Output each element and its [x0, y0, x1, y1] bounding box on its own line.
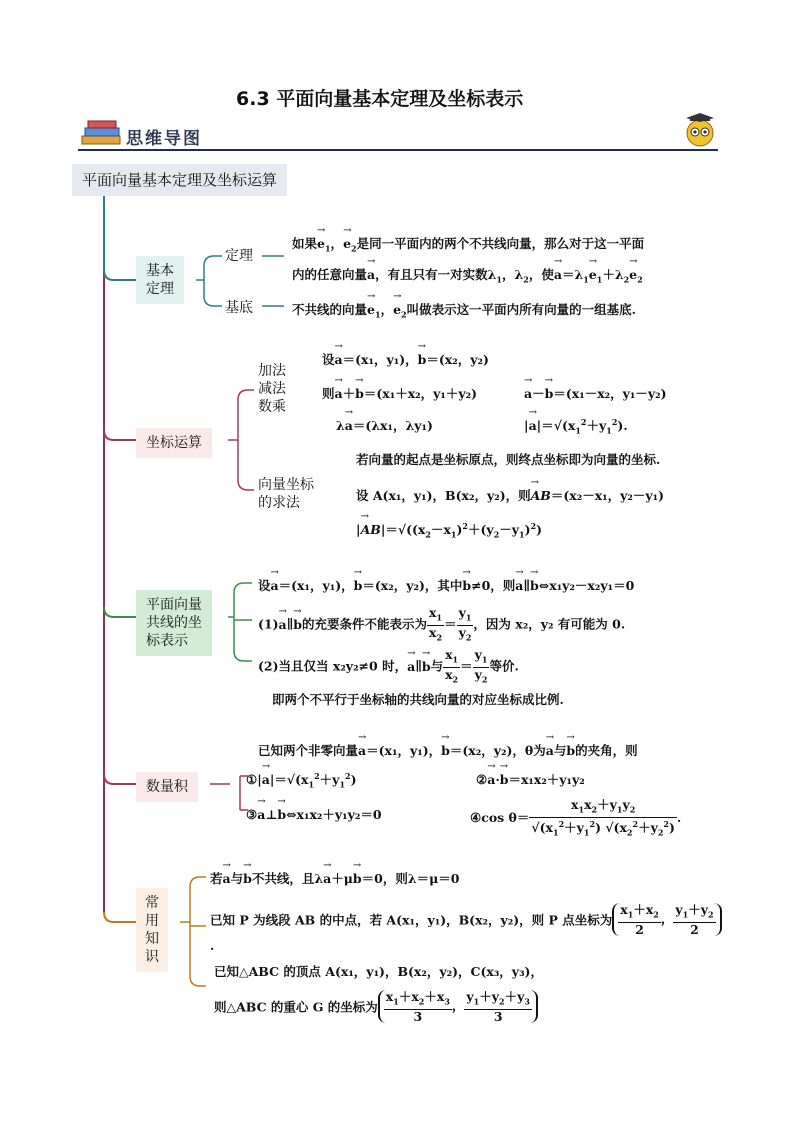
collinear-line-3: (2)当且仅当 x₂y₂≠0 时，→ a∥→ b与 $\frac{x_1}{x_2}$ ＝ $\frac{y_1}{y_2}$ 等价. — [258, 648, 519, 686]
node-coordinate-ops: 坐标运算 — [136, 428, 212, 458]
basis-line: 不共线的向量→ $e_1$，→ $e_2$叫做表示这一平面内所有向量的一组基底. — [292, 300, 636, 320]
dot-intro: 已知两个非零向量→ a＝(x₁，y₁)，→ b＝(x₂，y₂)，θ为→ a与→ b的夹角，则 — [258, 741, 638, 759]
common-line-1: 若→ a与→ b不共线，且λ→ a＋μ→ b＝0，则λ＝μ＝0 — [210, 869, 459, 887]
collinear-line-1: 设→ a＝(x₁，y₁)，→ b＝(x₂，y₂)，其中→ b≠0，则→ a∥→ b⇔x₁y₂－x₂y₁＝0 — [258, 576, 634, 594]
collinear-line-4: 即两个不平行于坐标轴的共线向量的对应坐标成比例. — [272, 692, 564, 707]
dot-item-3: ③→ a⊥→ b⇔x₁x₂＋y₁y₂＝0 — [246, 805, 382, 823]
collinear-line-2: (1)→ a∥→ b的充要条件不能表示为 $\frac{x_1}{x_2}$ ＝ $\frac{y_1}{y_2}$ ，因为 x₂，y₂ 有可能为 0. — [258, 606, 625, 644]
label-theorem: 定理 — [225, 248, 253, 264]
dot-item-1: ①|→ $a|=√(x_1^2+y_1^2)$ — [246, 770, 357, 790]
dot-item-4: ④cos θ＝ $\frac{x_1x_2+y_1y_2}{√(x_1^2+y_1^2) √(x_2^2+y_2^2)}$ . — [470, 797, 682, 838]
root-node: 平面向量基本定理及坐标运算 — [72, 164, 287, 196]
common-line-2: 已知 P 为线段 AB 的中点，若 A(x₁，y₁)，B(x₂，y₂)，则 P 点坐标为 $\frac{x_1+x_2}{2}$ ， $\frac{y_1+y_2}{2}$ — [210, 903, 722, 936]
dot-item-2: ②→ a·→ b＝x₁x₂＋y₁y₂ — [476, 770, 585, 788]
common-line-3: 已知△ABC 的顶点 A(x₁，y₁)，B(x₂，y₂)，C(x₃，y₃)， — [214, 964, 543, 979]
ops-add-line: 则→ a＋→ b＝(x₁＋x₂，y₁＋y₂) — [322, 384, 477, 402]
banner-label: 思维导图 — [126, 129, 202, 149]
node-basic-theorem: 基本 定理 — [136, 256, 184, 304]
node-collinear: 平面向量 共线的坐 标表示 — [136, 590, 212, 656]
theorem-line-1: 如果→ $e_1$，→ $e_2$是同一平面内的两个不共线向量，那么对于这一平面 — [292, 234, 644, 254]
common-line-2-end: . — [210, 938, 215, 953]
common-line-4: 则△ABC 的重心 G 的坐标为 $\frac{x_1+x_2+x_3}{3}$ ， $\frac{y_1+y_2+y_3}{3}$ — [214, 990, 538, 1023]
label-ops: 加法 减法 数乘 — [258, 363, 286, 415]
ops-set-line: 设→ a＝(x₁，y₁)，→ b＝(x₂，y₂) — [322, 350, 489, 368]
node-common-knowledge: 常 用 知 识 — [136, 888, 168, 972]
label-coord: 向量坐标 的求法 — [258, 477, 314, 511]
ops-mod-line: |→ $a|=√(x_1^2+y_1^2)$. — [524, 416, 628, 436]
coord-ab-line: 设 A(x₁，y₁)，B(x₂，y₂)，则→ AB＝(x₂－x₁，y₂－y₁) — [356, 486, 664, 504]
page-title: 6.3 平面向量基本定理及坐标表示 — [236, 88, 524, 110]
coord-note: 若向量的起点是坐标原点，则终点坐标即为向量的坐标. — [356, 452, 661, 467]
ops-sub-line: → a－→ b＝(x₁－x₂，y₁－y₂) — [524, 384, 667, 402]
theorem-line-2: 内的任意向量→ a，有且只有一对实数$\lambda_1$，$\lambda_2$，使→ $a=\lambda_1\to e_1+\lambda_2\to e_2$ — [292, 265, 643, 285]
ops-mul-line: λ→ a＝(λx₁，λy₁) — [336, 416, 433, 434]
label-basis: 基底 — [225, 300, 253, 316]
coord-abmod-line: |→ $AB|=√((x_2-x_1)^2+(y_2-y_1)^2)$ — [356, 520, 542, 540]
node-dot-product: 数量积 — [136, 772, 198, 802]
